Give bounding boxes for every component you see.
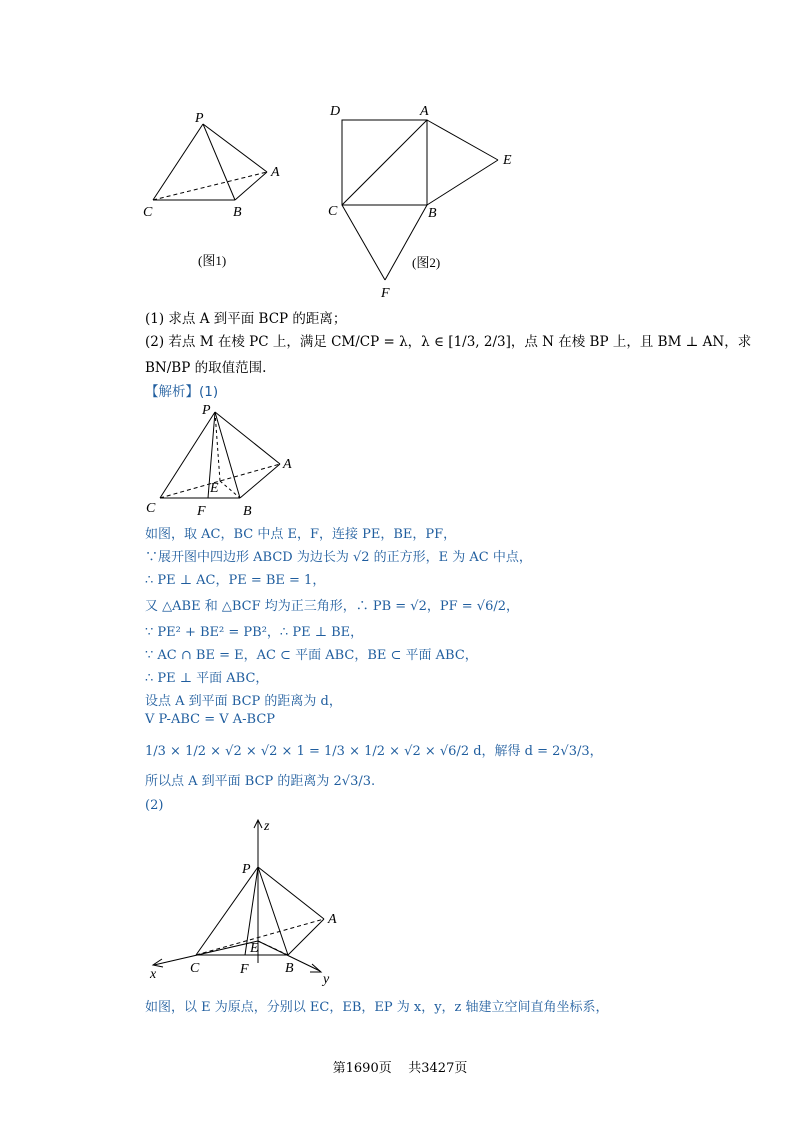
- label-b: B: [243, 504, 252, 519]
- label-p: P: [202, 403, 211, 418]
- figure-3: [140, 400, 310, 520]
- label-p: P: [195, 111, 204, 126]
- label-p: P: [242, 862, 251, 877]
- question-part1: (1) 求点 A 到平面 BCP 的距离；: [145, 311, 347, 327]
- label-a: A: [328, 912, 337, 927]
- label-e: E: [210, 481, 219, 496]
- label-b: B: [285, 961, 294, 976]
- page-footer: [0, 1057, 800, 1076]
- page-number: 第1690页: [332, 1061, 392, 1076]
- solution-part2-header: (2): [145, 798, 164, 813]
- fig2-caption: (图2): [412, 255, 441, 270]
- solution-line-7: ∴ PE ⊥ 平面 ABC，: [145, 671, 269, 686]
- label-b: B: [233, 205, 242, 220]
- solution-line-1: 如图，取 AC，BC 中点 E，F，连接 PE，BE，PF，: [145, 527, 457, 542]
- label-f: F: [197, 504, 206, 519]
- question-part2-end: BN/BP 的取值范围.: [145, 360, 267, 376]
- solution-line-8: 设点 A 到平面 BCP 的距离为 d，: [145, 694, 342, 709]
- solution-header: 【解析】(1): [145, 384, 219, 400]
- solution-line-11: 所以点 A 到平面 BCP 的距离为 2√3/3.: [145, 774, 376, 789]
- label-c: C: [146, 501, 156, 516]
- solution-line-6: ∵ AC ∩ BE = E，AC ⊂ 平面 ABC，BE ⊂ 平面 ABC，: [145, 648, 478, 663]
- figure-1: [135, 110, 295, 270]
- solution-line-3: ∴ PE ⊥ AC，PE = BE = 1，: [145, 573, 326, 588]
- label-e: E: [250, 941, 259, 956]
- label-c: C: [143, 205, 153, 220]
- label-a: A: [283, 457, 292, 472]
- solution-line-5: ∵ PE² + BE² = PB²，∴ PE ⊥ BE，: [145, 625, 364, 640]
- fig1-caption: (图1): [198, 253, 227, 268]
- page-total: 共3427页: [408, 1061, 468, 1076]
- label-d: D: [330, 104, 341, 119]
- figure-2: [320, 95, 530, 305]
- label-b: B: [428, 206, 437, 221]
- solution-last-line: 如图，以 E 为原点，分别以 EC，EB，EP 为 x，y，z 轴建立空间直角坐标系，: [145, 1000, 609, 1015]
- label-a: A: [271, 165, 280, 180]
- label-y: y: [323, 972, 330, 987]
- solution-line-10: 1/3 × 1/2 × √2 × √2 × 1 = 1/3 × 1/2 × √2 × √6/2 d，解得 d = 2√3/3，: [145, 744, 603, 759]
- label-a: A: [420, 104, 429, 119]
- question-part2: (2) 若点 M 在棱 PC 上，满足 CM/CP = λ，λ ∈ [1/3, 2/3]，点 N 在棱 BP 上，且 BM ⊥ AN，求: [145, 334, 752, 350]
- label-c: C: [328, 204, 338, 219]
- solution-line-9: V P-ABC = V A-BCP: [145, 712, 276, 727]
- label-c: C: [190, 961, 200, 976]
- label-z: z: [264, 819, 270, 834]
- figure-4: [140, 815, 370, 990]
- label-x: x: [150, 967, 157, 982]
- label-e: E: [503, 153, 512, 168]
- solution-line-4: 又 △ABE 和 △BCF 均为正三角形，∴ PB = √2，PF = √6/2，: [145, 599, 519, 614]
- label-f: F: [240, 962, 249, 977]
- label-f: F: [381, 286, 390, 301]
- solution-line-2: ∵展开图中四边形 ABCD 为边长为 √2 的正方形，E 为 AC 中点，: [145, 550, 532, 565]
